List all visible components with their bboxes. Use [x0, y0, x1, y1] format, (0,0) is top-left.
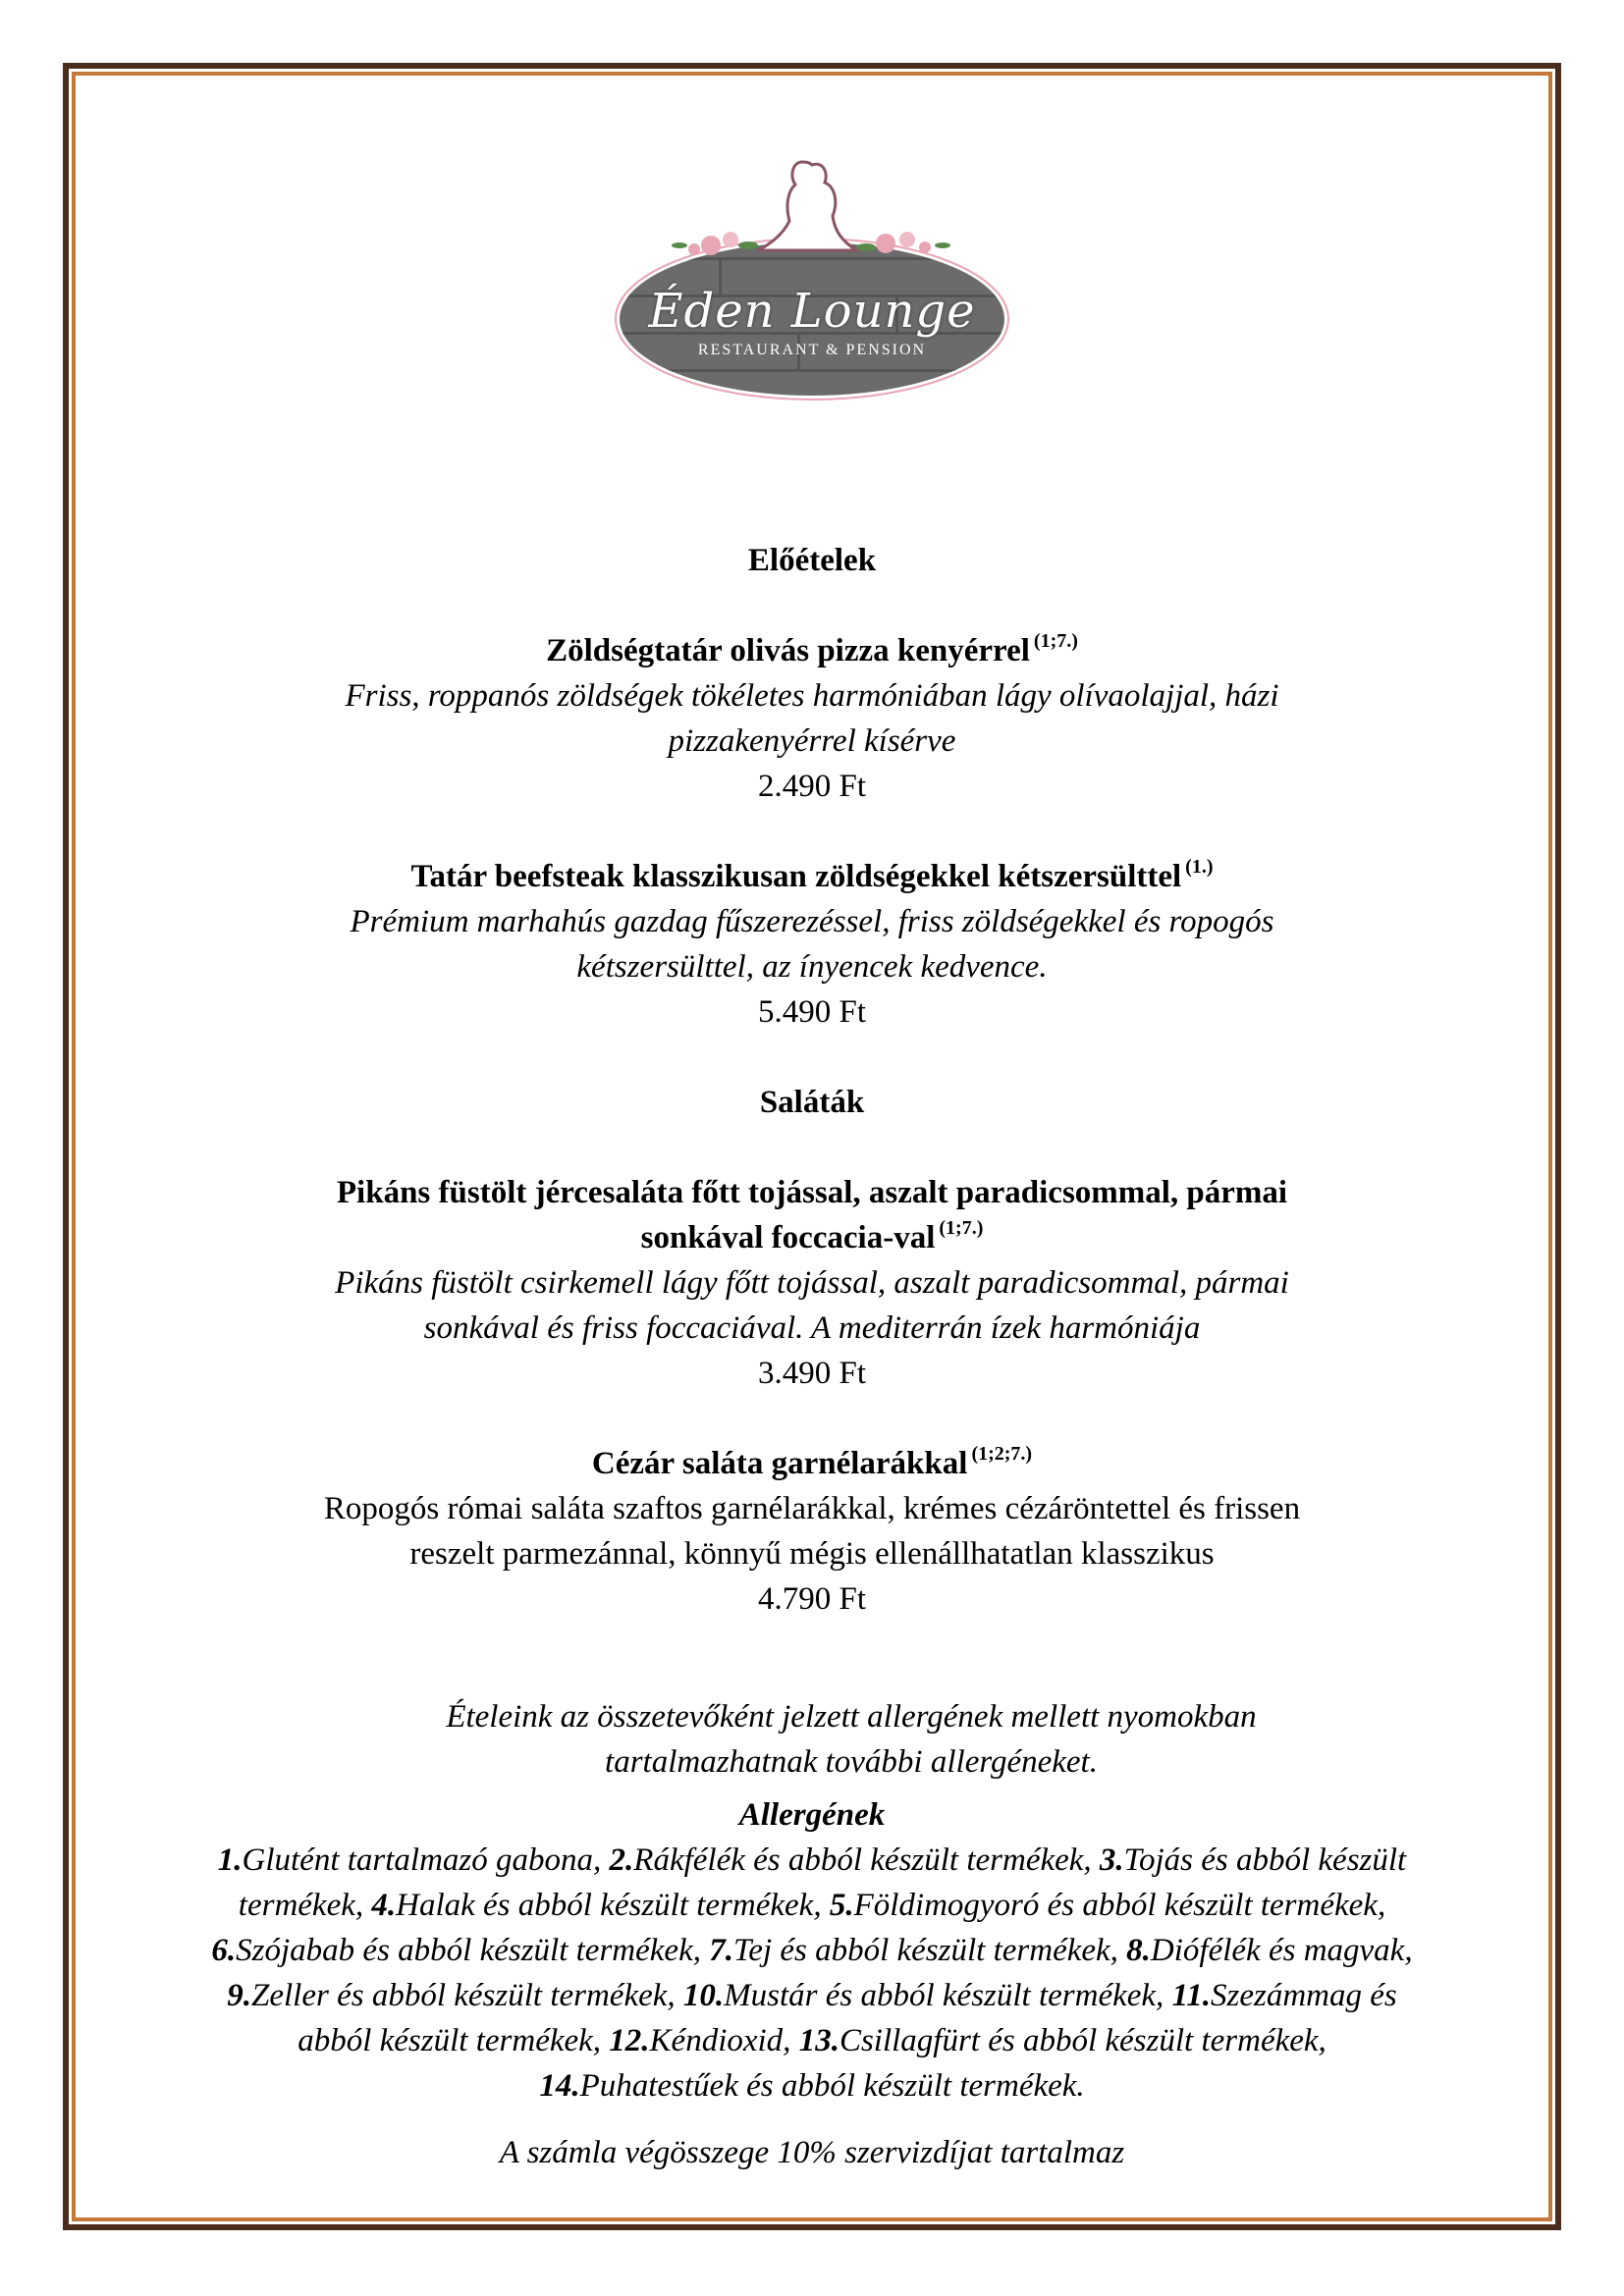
logo-graphic	[601, 147, 1023, 412]
allergen-item: 1.Glutént tartalmazó gabona,	[217, 1842, 610, 1878]
logo-name: Éden Lounge	[648, 284, 976, 339]
dish-description: Ropogós római saláta szaftos garnélarákkal, krémes cézáröntettel és frissen reszelt parmezánnal, könnyű mégis ellenállhatatlan klasszikus	[323, 1491, 1301, 1572]
dish-price: 2.490 Ft	[757, 769, 867, 804]
dish-name: Cézár saláta garnélarákkal $^{(1;2;7.)}$	[591, 1443, 1033, 1481]
dish-price: 3.490 Ft	[757, 1356, 867, 1391]
allergen-item: 9.Zeller és abból készült termékek,	[227, 1978, 683, 2013]
couple-silhouette-icon	[758, 162, 856, 250]
dish-price: 4.790 Ft	[757, 1581, 867, 1617]
dish-name: Tatár beefsteak klasszikusan zöldségekkel kétszersülttel $^{(1.)}$	[410, 856, 1214, 894]
service-charge-note: A számla végösszege 10% szervizdíjat tartalmaz	[499, 2135, 1125, 2170]
dish-allergens: (1;2;7.)	[971, 1443, 1033, 1465]
allergen-item: 10.Mustár és abból készült termékek,	[682, 1978, 1172, 2013]
logo-subtitle: RESTAURANT & PENSION	[697, 342, 927, 358]
allergen-item: 3.Tojás és abból készült termékek,	[238, 1842, 1407, 1923]
allergen-item: 11.Szezámmag és abból készült termékek,	[298, 1978, 1397, 2058]
dish-item	[196, 1170, 1428, 1396]
restaurant-logo	[601, 147, 1023, 412]
allergen-item: 8.Diófélék és magvak,	[1126, 1933, 1413, 1968]
allergen-item: 14.Puhatestűek és abból készült termékek.	[539, 2068, 1085, 2104]
dish-item	[196, 854, 1428, 1035]
allergen-item: 4.Halak és abból készült termékek,	[371, 1888, 830, 1923]
dish-allergens: (1;7.)	[1033, 630, 1078, 652]
allergen-item: 12.Kéndioxid,	[609, 2023, 799, 2058]
allergen-note: Ételeink az összetevőként jelzett allergének mellett nyomokban tartalmazhatnak további allergéneket.	[446, 1699, 1257, 1780]
dish-description: Pikáns füstölt csirkemell lágy főtt tojással, aszalt paradicsommal, pármai sonkával és friss foccaciával. A mediterrán ízek harmóniája	[335, 1265, 1289, 1346]
dish-allergens: (1;7.)	[939, 1217, 984, 1239]
allergen-item: 13.Csillagfürt és abból készült termékek,	[798, 2023, 1326, 2058]
allergen-list	[196, 1838, 1428, 2109]
allergen-item: 5.Földimogyoró és abból készült termékek,	[829, 1888, 1386, 1923]
dish-item	[196, 628, 1428, 809]
dish-description: Friss, roppanós zöldségek tökéletes harmóniában lágy olívaolajjal, házi pizzakenyérrel kísérve	[345, 678, 1279, 759]
dish-name: Pikáns füstölt jércesaláta főtt tojással, aszalt paradicsommal, pármai sonkával foccacia-val $^{(1;7.)}$	[336, 1175, 1288, 1255]
logo-wood-planks	[601, 236, 1023, 402]
dish-description: Prémium marhahús gazdag fűszerezéssel, friss zöldségekkel és ropogós kétszersülttel, az ínyencek kedvence.	[350, 904, 1274, 985]
section-title-eloetelek: Előételek	[747, 543, 877, 578]
dish-allergens: (1.)	[1185, 856, 1214, 878]
allergen-title: Allergének	[738, 1797, 886, 1833]
dish-item	[196, 1441, 1428, 1622]
dish-price: 5.490 Ft	[757, 994, 867, 1030]
dish-name: Zöldségtatár olivás pizza kenyérrel $^{(1;7.)}$	[546, 630, 1078, 668]
allergen-item: 6.Szójabab és abból készült termékek,	[211, 1933, 710, 1968]
allergen-item: 2.Rákfélék és abból készült termékek,	[609, 1842, 1100, 1878]
allergen-item: 7.Tej és abból készült termékek,	[709, 1933, 1127, 1968]
menu-content	[196, 538, 1428, 2175]
section-title-salatak: Saláták	[759, 1085, 865, 1120]
